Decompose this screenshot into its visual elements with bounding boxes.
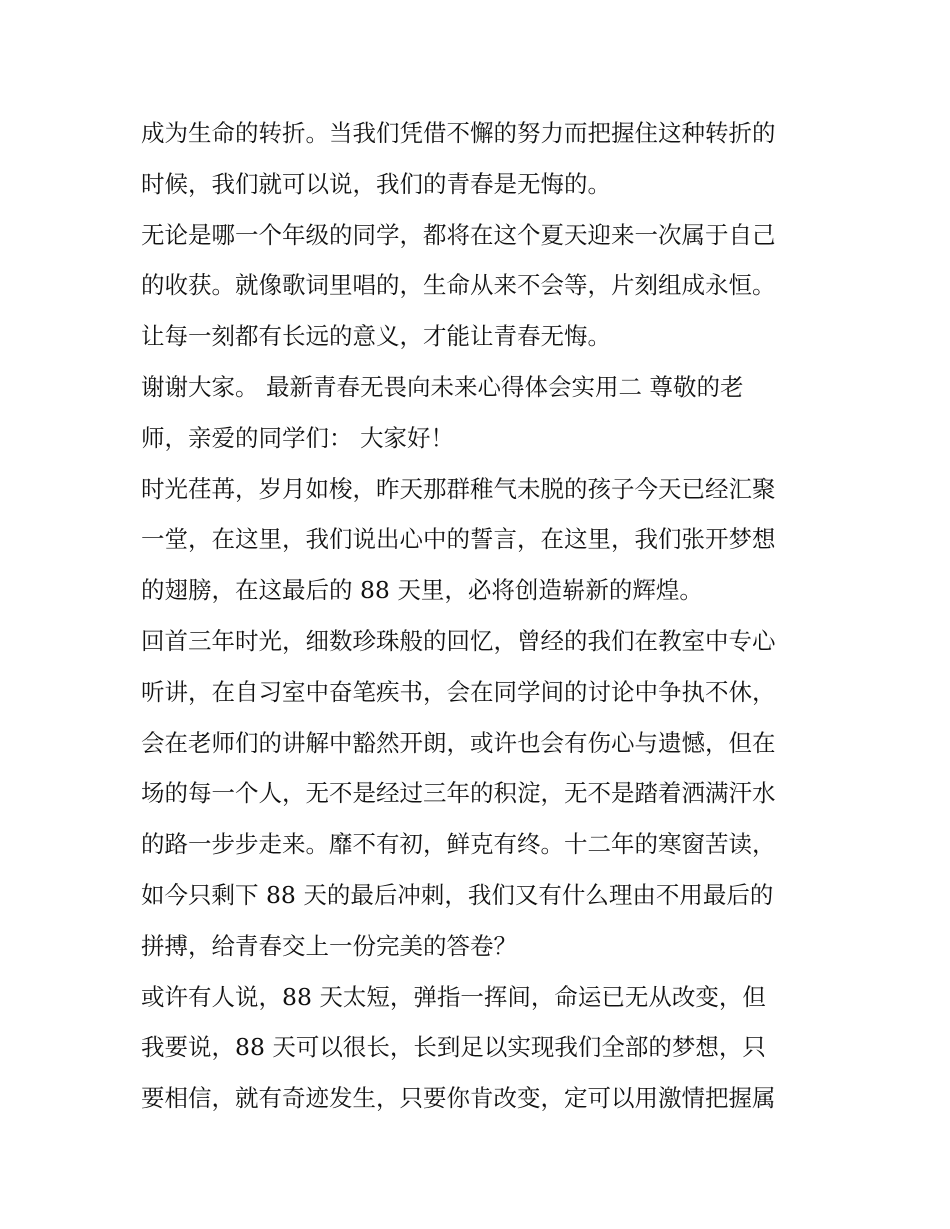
text-line: 的收获。就像歌词里唱的，生命从来不会等，片刻组成永恒。 <box>141 271 776 300</box>
text-line: 的路一步步走来。靡不有初，鲜克有终。十二年的寒窗苦读， <box>141 830 776 859</box>
document-text-body <box>141 108 821 1124</box>
text-line: 要相信，就有奇迹发生，只要你肯改变，定可以用激情把握属 <box>141 1084 776 1113</box>
text-line: 无论是哪一个年级的同学，都将在这个夏天迎来一次属于自己 <box>141 220 776 249</box>
text-line: 师，亲爱的同学们： 大家好！ <box>141 423 454 452</box>
text-line: 场的每一个人，无不是经过三年的积淀，无不是踏着洒满汗水 <box>141 779 776 808</box>
text-line: 让每一刻都有长远的意义，才能让青春无悔。 <box>141 322 611 351</box>
text-line: 回首三年时光，细数珍珠般的回忆，曾经的我们在教室中专心 <box>141 626 776 655</box>
text-line: 一堂，在这里，我们说出心中的誓言，在这里，我们张开梦想 <box>141 525 776 554</box>
text-line: 会在老师们的讲解中豁然开朗，或许也会有伤心与遗憾，但在 <box>141 728 776 757</box>
text-line: 听讲，在自习室中奋笔疾书，会在同学间的讨论中争执不休， <box>141 677 776 706</box>
text-line: 时候，我们就可以说，我们的青春是无悔的。 <box>141 169 611 198</box>
text-line: 成为生命的转折。当我们凭借不懈的努力而把握住这种转折的 <box>141 119 776 147</box>
text-line: 拼搏，给青春交上一份完美的答卷？ <box>141 931 517 960</box>
text-line: 谢谢大家。 最新青春无畏向未来心得体会实用二 尊敬的老 <box>141 372 744 401</box>
text-line: 时光荏苒，岁月如梭，昨天那群稚气未脱的孩子今天已经汇聚 <box>141 474 776 503</box>
text-line: 我要说，88 天可以很长，长到足以实现我们全部的梦想，只 <box>141 1033 766 1062</box>
text-line: 或许有人说，88 天太短，弹指一挥间，命运已无从改变，但 <box>141 982 766 1011</box>
text-line: 如今只剩下 88 天的最后冲刺，我们又有什么理由不用最后的 <box>141 880 774 909</box>
text-line: 的翅膀，在这最后的 88 天里，必将创造崭新的辉煌。 <box>141 576 703 605</box>
